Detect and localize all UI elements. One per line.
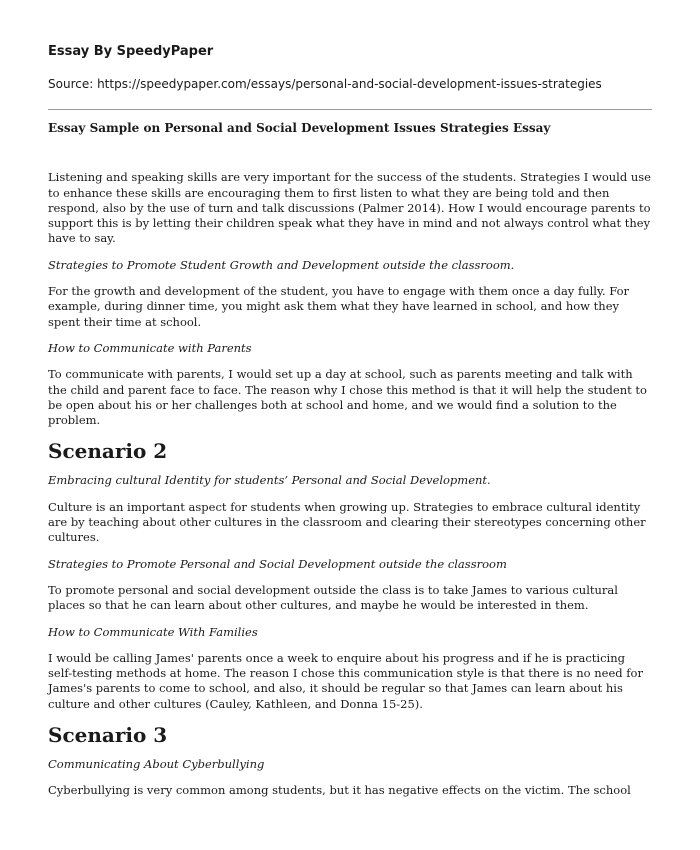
brand-title: Essay By SpeedyPaper [48, 44, 214, 59]
subheading: Embracing cultural Identity for students’ Personal and Social Development. [48, 473, 491, 488]
paragraph: To promote personal and social development outside the class is to take James to various cultural places so that he can learn about other cultures, and maybe he would be interested in them. [48, 582, 618, 613]
intro-paragraph: Listening and speaking skills are very important for the success of the students. Strategies I would use to enhance these skills are encouraging them to first listen to what they are being told and then respond, also by the use of turn and talk discussions (Palmer 2014). How I would encourage parents to support this is by letting their children speak what they have in mind and not always control what they have to say. [48, 170, 651, 246]
paragraph: Cyberbullying is very common among students, but it has negative effects on the victim. The school [48, 783, 631, 798]
subheading: Strategies to Promote Personal and Social Development outside the classroom [48, 556, 507, 571]
subheading: How to Communicate with Parents [48, 340, 252, 355]
essay-title: Essay Sample on Personal and Social Development Issues Strategies Essay [48, 121, 551, 135]
subheading: How to Communicate With Families [48, 624, 258, 639]
subheading: Communicating About Cyberbullying [48, 757, 265, 772]
document-header [48, 44, 652, 91]
paragraph: I would be calling James' parents once a week to enquire about his progress and if he is practicing self-testing methods at home. The reason I chose this communication style is that there is no need for James's parents to come to school, and also, it should be regular so that James can learn about his culture and other cultures (Cauley, Kathleen, and Donna 15-25). [48, 650, 643, 711]
paragraph: To communicate with parents, I would set up a day at school, such as parents meeting and talk with the child and parent face to face. The reason why I chose this method is that it will help the student to be open about his or her challenges both at school and home, and we would find a solution to the problem. [48, 367, 647, 428]
header-divider [48, 109, 652, 110]
section-heading-scenario-3: Scenario 3 [48, 723, 168, 748]
paragraph: For the growth and development of the student, you have to engage with them once a day fully. For example, during dinner time, you might ask them what they have learned in school, and how they spent their time at school. [48, 284, 630, 329]
source-line: Source: https://speedypaper.com/essays/personal-and-social-development-issues-strategies [48, 77, 602, 91]
essay-body [48, 121, 652, 810]
paragraph: Culture is an important aspect for students when growing up. Strategies to embrace cultural identity are by teaching about other cultures in the classroom and clearing their stereotypes concerning other cultures. [48, 499, 646, 545]
subheading: Strategies to Promote Student Growth and Development outside the classroom. [48, 257, 515, 272]
section-heading-scenario-2: Scenario 2 [48, 439, 168, 464]
